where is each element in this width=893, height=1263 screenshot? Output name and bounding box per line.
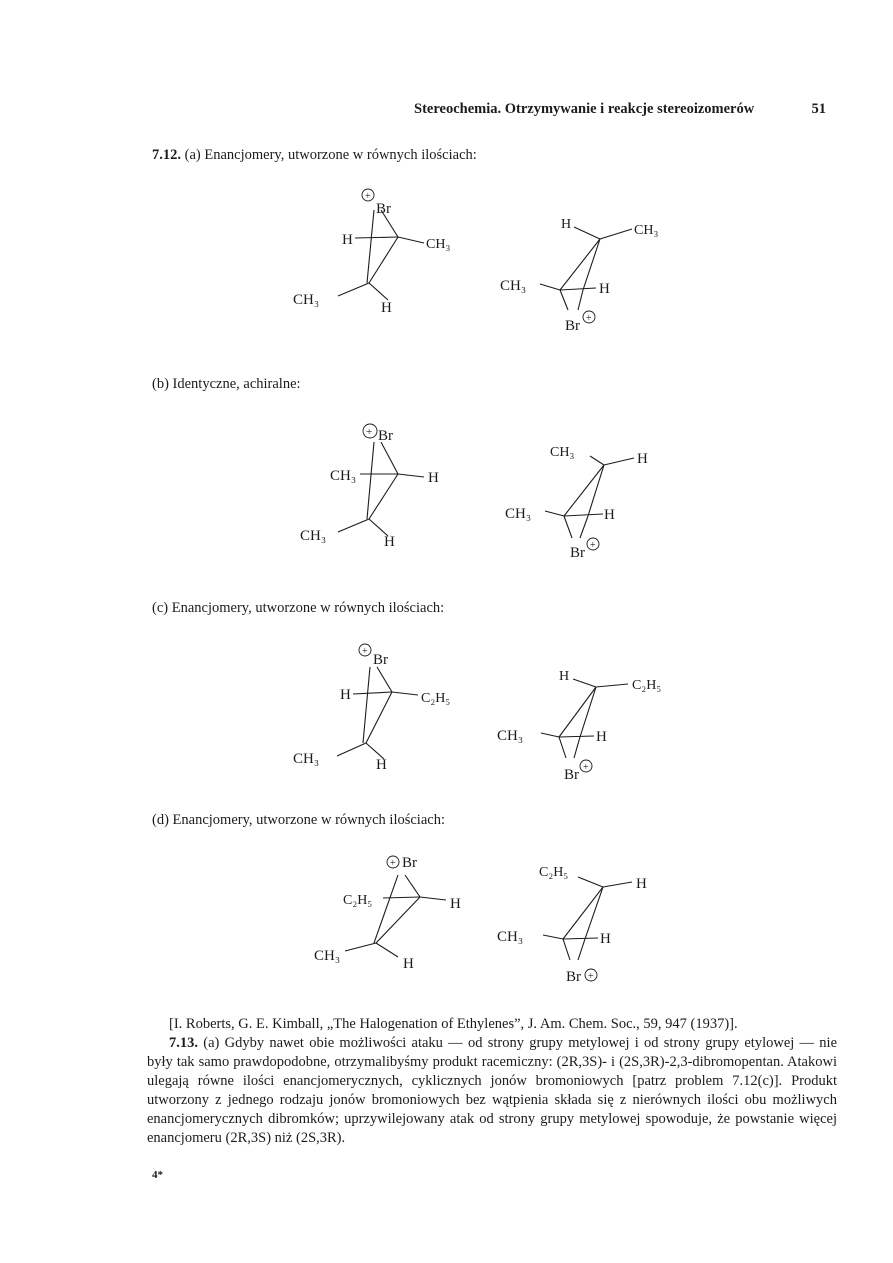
molecule-right [505,445,648,561]
atom-br: Br [564,767,579,783]
answer-7-13 [147,1034,837,1148]
plus-sign: + [583,762,589,773]
atom-upper-right: C₂H₅ [632,678,662,693]
running-head-title: Stereochemia. Otrzymywanie i reakcje stereoizomerów [414,101,755,117]
bond [590,456,604,465]
atom-upper-left: CH₃ [330,468,357,484]
bond [398,237,424,243]
reference-citation: [I. Roberts, G. E. Kimball, „The Halogenation of Ethylenes”, J. Am. Chem. Soc., 59, 947 (1937)]. [169,1016,738,1032]
bond [383,897,420,898]
atom-upper-right: H [428,470,439,486]
bond [580,516,588,538]
atom-upper-right: H [450,896,461,912]
atom-upper-left: H [559,669,570,684]
molecule-left [314,855,461,972]
bond [398,474,424,477]
plus-sign: + [365,191,371,202]
atom-upper-right: CH₃ [426,237,451,252]
atom-upper-left: C₂H₅ [539,865,569,880]
figure-b [0,412,893,612]
atom-br: Br [570,545,585,561]
atom-br: Br [566,969,581,985]
bond [574,227,600,239]
atom-lower-left: CH₃ [500,278,527,294]
caption-7-12-c [152,600,444,617]
bond [366,692,392,743]
atom-br: Br [402,855,417,871]
atom-upper-left: CH₃ [550,445,575,460]
running-head [414,101,826,118]
atom-lower-right: H [599,281,610,297]
atom-lower-right: H [381,300,392,316]
atom-lower-left: CH₃ [497,929,524,945]
molecule-left [300,424,439,550]
atom-upper-right: H [637,451,648,467]
molecule-left [293,189,450,316]
bond [405,875,420,897]
atom-upper-left: H [342,232,353,248]
bond [560,239,600,290]
signature-mark: 4* [152,1169,163,1181]
caption-7-12-a [152,147,477,164]
bond [338,519,369,532]
atom-lower-left: CH₃ [293,292,320,308]
bond [337,743,366,756]
bond [377,667,392,692]
bond [573,679,596,687]
bond [578,939,585,960]
atom-br: Br [373,652,388,668]
bond [369,237,398,283]
atom-upper-right: H [636,876,647,892]
plus-sign: + [586,313,592,324]
bond [600,229,632,239]
atom-lower-left: CH₃ [497,728,524,744]
atom-upper-left: H [561,217,572,232]
atom-lower-right: H [596,729,607,745]
bond [369,474,398,519]
plus-sign: + [588,971,594,982]
caption-text: (c) Enancjomery, utworzone w równych ilościach: [152,600,445,616]
bond [596,684,628,687]
atom-lower-left: CH₃ [505,506,532,522]
bond [564,514,603,516]
atom-upper-right: CH₃ [634,223,659,238]
bond [583,239,600,290]
plus-sign: + [590,540,596,551]
caption-text: (d) Enancjomery, utworzone w równych ilościach: [152,812,445,828]
bond [367,442,374,519]
molecule-right [497,865,647,985]
bond [392,692,418,695]
atom-br: Br [376,201,391,217]
bond [559,687,596,737]
bond [578,290,583,310]
atom-lower-right: H [376,757,387,773]
bond [376,943,398,957]
bond [580,687,596,737]
page-number: 51 [811,101,826,117]
bond [603,882,632,887]
bond [574,737,580,758]
bond [564,516,572,538]
bond [588,465,604,516]
bond [367,210,374,283]
plus-sign: + [362,646,368,657]
bond [543,935,563,939]
bond [563,939,570,960]
atom-lower-right: H [604,507,615,523]
figure-c [0,637,893,837]
bond [563,887,603,939]
body-text [147,1015,837,1148]
bond [420,897,446,900]
answer-text: (a) Gdyby nawet obie możliwości ataku — od strony grupy metylowej i od strony grupy etylowej — nie były tak samo prawdopodobne, otrzymalibyśmy produkt racemiczny: (2R,3S)- i (2S,3R)-2,3-dibromopentan. Atakowi ulegają równe ilości enancjomerycznych, cyklicznych jonów bromoniowych [patrz problem 7.12(c)]. Produkt utworzony z jednego rodzaju jonów bromoniowych bez wątpienia składa się z nierównych ilości obu możliwych enancjomerycznych dibromków; uprzywilejowany atak od strony grupy metylowej spowoduje, że powstanie więcej enancjomeru (2R,3S) niż (2S,3R). [147,1035,838,1146]
molecule-right [500,217,658,334]
answer-number: 7.12. [152,147,181,163]
atom-lower-right: H [403,956,414,972]
atom-br: Br [378,428,393,444]
bond [559,737,566,758]
molecule-left [293,644,450,773]
bond [353,692,392,694]
bond [355,237,398,238]
bond [560,290,568,310]
plus-sign: + [366,426,373,438]
figure-a [0,180,893,380]
bond [338,283,369,296]
atom-lower-right: H [384,534,395,550]
bond [363,667,370,743]
atom-br: Br [565,318,580,334]
bond [541,733,559,737]
caption-text: (a) Enancjomery, utworzone w równych ilościach: [184,147,477,163]
plus-sign: + [390,858,396,869]
caption-7-12-d [152,812,445,829]
atom-upper-right: C₂H₅ [421,691,451,706]
caption-7-12-b [152,376,301,393]
answer-number: 7.13. [169,1035,198,1051]
bond [559,736,594,737]
bond [381,442,398,474]
atom-lower-left: CH₃ [300,528,327,544]
bond [563,938,598,939]
atom-upper-left: H [340,687,351,703]
bond [369,283,388,300]
atom-lower-right: H [600,931,611,947]
bond [560,288,596,290]
molecule-right [497,669,661,783]
bond [345,943,376,951]
bond [604,458,634,465]
caption-text: (b) Identyczne, achiralne: [152,376,301,392]
bond [578,877,603,887]
atom-lower-left: CH₃ [293,751,320,767]
bond [564,465,604,516]
atom-upper-left: C₂H₅ [343,893,373,908]
bond [545,511,564,516]
atom-lower-left: CH₃ [314,948,341,964]
bond [540,284,560,290]
